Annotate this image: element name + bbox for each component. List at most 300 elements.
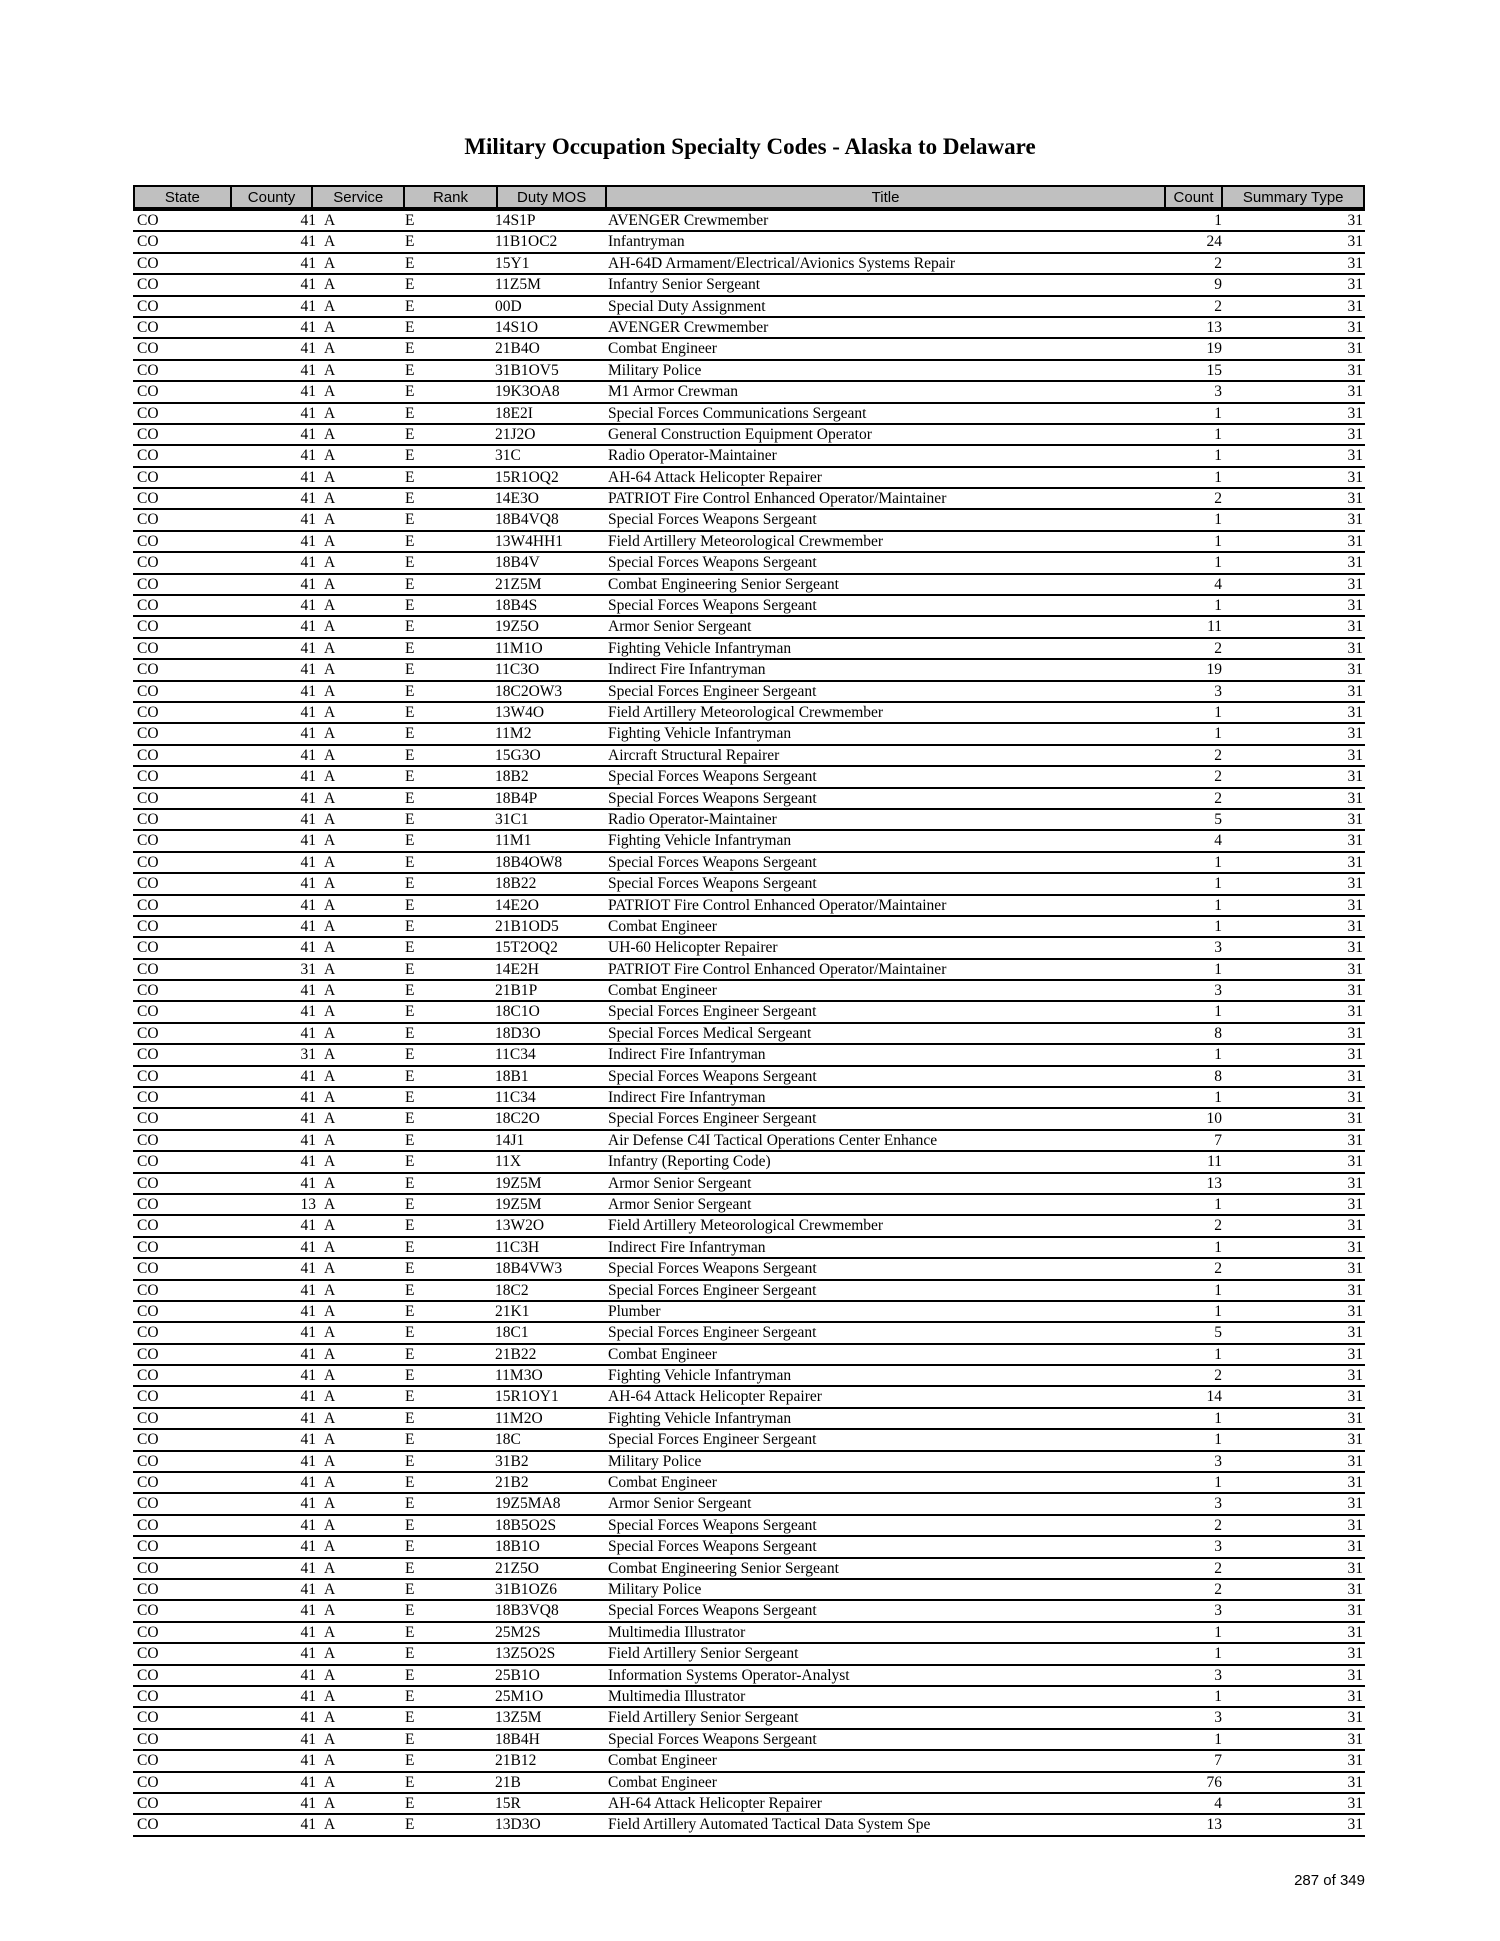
cell-summary-type: 31 [1347,1046,1363,1064]
cell-count: 10 [1206,1110,1222,1128]
cell-rank: E [405,1773,415,1791]
cell-rank: E [405,1623,415,1641]
cell-count: 1 [1214,1623,1222,1641]
cell-county: 41 [300,746,316,764]
cell-state: CO [137,297,159,315]
table-row [133,1751,1365,1772]
cell-service: A [324,597,336,615]
cell-rank: E [405,318,415,336]
cell-duty-mos: 19Z5M [495,1174,542,1192]
cell-title: Field Artillery Senior Sergeant [608,1709,799,1727]
cell-service: A [324,1345,336,1363]
cell-summary-type: 31 [1347,1409,1363,1427]
cell-count: 24 [1206,233,1222,251]
cell-title: Combat Engineer [608,1474,717,1492]
cell-title: Information Systems Operator-Analyst [608,1666,850,1684]
cell-county: 41 [300,1581,316,1598]
cell-county: 41 [300,340,316,358]
cell-count: 3 [1214,1709,1222,1727]
cell-rank: E [405,682,415,700]
cell-title: Fighting Vehicle Infantryman [608,639,792,657]
cell-state: CO [137,1324,159,1342]
cell-duty-mos: 18B4H [495,1730,540,1748]
table-row [133,1323,1365,1344]
cell-county: 41 [300,1089,316,1107]
cell-duty-mos: 18B22 [495,875,537,893]
cell-service: A [324,1816,336,1834]
cell-state: CO [137,1602,159,1620]
cell-service: A [324,1174,336,1192]
cell-county: 13 [300,1195,316,1213]
cell-county: 41 [300,1024,316,1042]
cell-summary-type: 31 [1347,1217,1363,1235]
cell-service: A [324,1431,336,1449]
table-row [133,1644,1365,1665]
header-cell-count: Count [1164,187,1222,207]
cell-state: CO [137,490,159,508]
cell-state: CO [137,768,159,786]
cell-state: CO [137,1752,159,1770]
table-row [133,468,1365,489]
cell-duty-mos: 18C2 [495,1281,529,1299]
cell-county: 41 [300,532,316,550]
cell-count: 2 [1214,297,1222,315]
cell-summary-type: 31 [1347,1174,1363,1192]
cell-county: 41 [300,404,316,422]
cell-rank: E [405,1046,415,1064]
cell-rank: E [405,1302,415,1320]
cell-rank: E [405,853,415,871]
cell-summary-type: 31 [1347,639,1363,657]
table-row [133,211,1365,232]
cell-rank: E [405,810,415,828]
cell-title: Special Forces Weapons Sergeant [608,1538,817,1556]
cell-summary-type: 31 [1347,1752,1363,1770]
cell-title: Special Forces Weapons Sergeant [608,1067,817,1085]
cell-county: 41 [300,383,316,401]
cell-summary-type: 31 [1347,1324,1363,1342]
cell-duty-mos: 11C34 [495,1089,536,1107]
cell-summary-type: 31 [1347,447,1363,465]
cell-title: UH-60 Helicopter Repairer [608,939,778,957]
cell-title: Combat Engineer [608,1345,717,1363]
cell-summary-type: 31 [1347,960,1363,978]
cell-county: 41 [300,254,316,272]
cell-count: 19 [1206,340,1222,358]
cell-state: CO [137,1131,159,1149]
cell-rank: E [405,1645,415,1663]
cell-county: 41 [300,212,316,229]
cell-state: CO [137,1067,159,1085]
cell-county: 41 [300,982,316,1000]
table-row [133,489,1365,510]
cell-title: Combat Engineer [608,1773,717,1791]
cell-title: General Construction Equipment Operator [608,425,872,443]
cell-county: 41 [300,1709,316,1727]
cell-count: 1 [1214,597,1222,615]
cell-count: 1 [1214,1730,1222,1748]
cell-title: AH-64 Attack Helicopter Repairer [608,1388,822,1406]
cell-summary-type: 31 [1347,1195,1363,1213]
cell-duty-mos: 14S1P [495,212,536,229]
cell-duty-mos: 15Y1 [495,254,530,272]
cell-title: Combat Engineer [608,982,717,1000]
cell-state: CO [137,361,159,379]
cell-rank: E [405,1709,415,1727]
cell-count: 3 [1214,1602,1222,1620]
table-row [133,297,1365,318]
cell-title: Special Forces Weapons Sergeant [608,1260,817,1278]
cell-service: A [324,703,336,721]
cell-count: 3 [1214,982,1222,1000]
cell-rank: E [405,725,415,743]
cell-county: 41 [300,425,316,443]
cell-summary-type: 31 [1347,1024,1363,1042]
cell-count: 3 [1214,1452,1222,1470]
cell-state: CO [137,1474,159,1492]
cell-summary-type: 31 [1347,1388,1363,1406]
cell-county: 41 [300,361,316,379]
cell-duty-mos: 15R1OQ2 [495,468,559,486]
cell-state: CO [137,639,159,657]
cell-rank: E [405,661,415,679]
cell-duty-mos: 14E2O [495,896,539,914]
cell-duty-mos: 19Z5M [495,1195,542,1213]
cell-county: 41 [300,1602,316,1620]
cell-county: 41 [300,575,316,593]
cell-count: 1 [1214,960,1222,978]
cell-service: A [324,212,336,229]
cell-title: Special Forces Medical Sergeant [608,1024,812,1042]
cell-state: CO [137,1345,159,1363]
cell-summary-type: 31 [1347,982,1363,1000]
cell-service: A [324,1089,336,1107]
table-row [133,853,1365,874]
cell-duty-mos: 21B [495,1773,521,1791]
cell-count: 1 [1214,532,1222,550]
cell-duty-mos: 31B1OV5 [495,361,559,379]
cell-title: Special Forces Weapons Sergeant [608,875,817,893]
cell-title: AVENGER Crewmember [608,212,769,229]
cell-title: Multimedia Illustrator [608,1623,746,1641]
cell-title: Radio Operator-Maintainer [608,810,777,828]
cell-count: 11 [1207,618,1222,636]
cell-state: CO [137,318,159,336]
cell-county: 41 [300,1153,316,1171]
cell-count: 1 [1214,554,1222,572]
cell-summary-type: 31 [1347,554,1363,572]
cell-service: A [324,511,336,529]
cell-count: 1 [1214,703,1222,721]
cell-state: CO [137,1089,159,1107]
cell-rank: E [405,212,415,229]
cell-county: 41 [300,1645,316,1663]
cell-rank: E [405,1260,415,1278]
cell-count: 11 [1207,1153,1222,1171]
table-row [133,1174,1365,1195]
cell-rank: E [405,703,415,721]
header-cell-state: State [164,188,200,206]
cell-summary-type: 31 [1347,340,1363,358]
cell-service: A [324,1153,336,1171]
cell-state: CO [137,982,159,1000]
cell-rank: E [405,1067,415,1085]
cell-state: CO [137,532,159,550]
cell-count: 1 [1214,404,1222,422]
cell-county: 41 [300,789,316,807]
cell-summary-type: 31 [1347,276,1363,294]
cell-county: 41 [300,875,316,893]
table-header [133,185,1365,211]
cell-count: 1 [1214,1345,1222,1363]
table-row [133,1067,1365,1088]
cell-duty-mos: 14S1O [495,318,539,336]
cell-title: Special Forces Weapons Sergeant [608,511,817,529]
cell-rank: E [405,982,415,1000]
cell-rank: E [405,1367,415,1385]
cell-duty-mos: 11Z5M [495,276,541,294]
cell-state: CO [137,810,159,828]
cell-rank: E [405,1153,415,1171]
cell-state: CO [137,1516,159,1534]
cell-duty-mos: 25M1O [495,1687,544,1705]
table-row [133,810,1365,831]
cell-duty-mos: 21B2 [495,1474,529,1492]
cell-rank: E [405,1602,415,1620]
cell-rank: E [405,960,415,978]
cell-summary-type: 31 [1347,1302,1363,1320]
cell-duty-mos: 15G3O [495,746,541,764]
cell-title: Military Police [608,1581,702,1598]
cell-summary-type: 31 [1347,1281,1363,1299]
cell-service: A [324,917,336,935]
cell-count: 3 [1214,1495,1222,1513]
cell-duty-mos: 18C2OW3 [495,682,563,700]
cell-summary-type: 31 [1347,532,1363,550]
cell-count: 1 [1214,725,1222,743]
cell-county: 41 [300,917,316,935]
cell-summary-type: 31 [1347,468,1363,486]
cell-rank: E [405,1538,415,1556]
cell-duty-mos: 11C34 [495,1046,536,1064]
cell-county: 41 [300,939,316,957]
cell-state: CO [137,1388,159,1406]
cell-title: Plumber [608,1302,661,1320]
cell-rank: E [405,1089,415,1107]
cell-duty-mos: 18B3VQ8 [495,1602,559,1620]
cell-duty-mos: 25M2S [495,1623,541,1641]
cell-duty-mos: 13Z5M [495,1709,542,1727]
cell-county: 41 [300,1687,316,1705]
cell-count: 2 [1214,746,1222,764]
cell-county: 41 [300,447,316,465]
cell-county: 41 [300,1730,316,1748]
cell-state: CO [137,575,159,593]
table-row [133,1387,1365,1408]
cell-state: CO [137,1409,159,1427]
cell-title: Special Forces Engineer Sergeant [608,682,817,700]
cell-summary-type: 31 [1347,875,1363,893]
cell-summary-type: 31 [1347,618,1363,636]
cell-title: M1 Armor Crewman [608,383,739,401]
table-row [133,404,1365,425]
table-row [133,1195,1365,1216]
table-row [133,1216,1365,1237]
cell-service: A [324,1581,336,1598]
cell-summary-type: 31 [1347,1581,1363,1598]
cell-summary-type: 31 [1347,1666,1363,1684]
cell-duty-mos: 21Z5M [495,575,542,593]
cell-summary-type: 31 [1347,1345,1363,1363]
cell-rank: E [405,447,415,465]
table-row [133,425,1365,446]
table-row [133,1109,1365,1130]
cell-service: A [324,1367,336,1385]
cell-summary-type: 31 [1347,789,1363,807]
cell-service: A [324,1302,336,1320]
cell-summary-type: 31 [1347,1687,1363,1705]
cell-rank: E [405,597,415,615]
cell-count: 19 [1206,661,1222,679]
table-row [133,1730,1365,1751]
cell-count: 8 [1214,1067,1222,1085]
table-row [133,1409,1365,1430]
cell-service: A [324,233,336,251]
table-row [133,639,1365,660]
cell-service: A [324,1730,336,1748]
cell-count: 7 [1214,1752,1222,1770]
table-row [133,1366,1365,1387]
cell-count: 9 [1214,276,1222,294]
cell-summary-type: 31 [1347,917,1363,935]
cell-duty-mos: 13D3O [495,1816,541,1834]
cell-state: CO [137,1709,159,1727]
cell-service: A [324,661,336,679]
cell-rank: E [405,875,415,893]
cell-service: A [324,832,336,850]
cell-county: 41 [300,810,316,828]
cell-summary-type: 31 [1347,1538,1363,1556]
cell-county: 41 [300,1003,316,1021]
cell-duty-mos: 00D [495,297,522,315]
cell-title: Field Artillery Automated Tactical Data System Spe [608,1816,931,1834]
cell-count: 76 [1206,1773,1222,1791]
table-row [133,254,1365,275]
cell-title: Infantry Senior Sergeant [608,276,761,294]
table-row [133,1815,1365,1836]
cell-duty-mos: 31C [495,447,521,465]
cell-duty-mos: 18B2 [495,768,529,786]
cell-state: CO [137,1730,159,1748]
cell-state: CO [137,1238,159,1256]
cell-county: 41 [300,896,316,914]
cell-title: Combat Engineering Senior Sergeant [608,575,839,593]
cell-count: 1 [1214,511,1222,529]
cell-duty-mos: 18B4V [495,554,540,572]
cell-summary-type: 31 [1347,425,1363,443]
table-row [133,1452,1365,1473]
cell-service: A [324,746,336,764]
cell-service: A [324,468,336,486]
cell-duty-mos: 18B1O [495,1538,540,1556]
cell-title: AH-64D Armament/Electrical/Avionics Systems Repair [608,254,956,272]
cell-count: 5 [1214,1324,1222,1342]
cell-rank: E [405,254,415,272]
cell-count: 2 [1214,490,1222,508]
cell-rank: E [405,276,415,294]
cell-count: 13 [1206,1816,1222,1834]
cell-duty-mos: 18C1 [495,1324,529,1342]
cell-service: A [324,1794,336,1812]
cell-service: A [324,939,336,957]
cell-state: CO [137,1110,159,1128]
cell-count: 2 [1214,639,1222,657]
cell-duty-mos: 21B1OD5 [495,917,559,935]
cell-service: A [324,1666,336,1684]
cell-title: Armor Senior Sergeant [608,1174,752,1192]
cell-rank: E [405,383,415,401]
cell-county: 41 [300,318,316,336]
table-row [133,1687,1365,1708]
cell-summary-type: 31 [1347,725,1363,743]
cell-county: 41 [300,233,316,251]
cell-county: 41 [300,1324,316,1342]
cell-rank: E [405,361,415,379]
cell-county: 41 [300,1067,316,1085]
cell-count: 2 [1214,1581,1222,1598]
cell-title: Field Artillery Meteorological Crewmember [608,532,884,550]
cell-summary-type: 31 [1347,1067,1363,1085]
cell-service: A [324,1024,336,1042]
cell-count: 3 [1214,939,1222,957]
cell-title: Special Forces Engineer Sergeant [608,1003,817,1021]
cell-summary-type: 31 [1347,703,1363,721]
table-row [133,1088,1365,1109]
cell-summary-type: 31 [1347,768,1363,786]
cell-title: Special Forces Engineer Sergeant [608,1431,817,1449]
cell-title: Armor Senior Sergeant [608,1495,752,1513]
cell-county: 41 [300,853,316,871]
table-row [133,1473,1365,1494]
cell-state: CO [137,404,159,422]
cell-state: CO [137,682,159,700]
table-row [133,617,1365,638]
table-row [133,874,1365,895]
cell-title: Fighting Vehicle Infantryman [608,1367,792,1385]
cell-county: 41 [300,1431,316,1449]
cell-county: 41 [300,1110,316,1128]
cell-county: 41 [300,618,316,636]
cell-state: CO [137,1302,159,1320]
cell-rank: E [405,425,415,443]
cell-summary-type: 31 [1347,1367,1363,1385]
table-row [133,532,1365,553]
cell-state: CO [137,939,159,957]
cell-duty-mos: 13W4O [495,703,545,721]
cell-summary-type: 31 [1347,1730,1363,1748]
cell-county: 41 [300,1345,316,1363]
cell-state: CO [137,1538,159,1556]
table-row [133,446,1365,467]
cell-state: CO [137,746,159,764]
cell-rank: E [405,639,415,657]
cell-county: 41 [300,1538,316,1556]
cell-duty-mos: 11M2 [495,725,532,743]
cell-title: Indirect Fire Infantryman [608,1046,766,1064]
cell-county: 41 [300,276,316,294]
cell-rank: E [405,1687,415,1705]
cell-count: 1 [1214,1687,1222,1705]
